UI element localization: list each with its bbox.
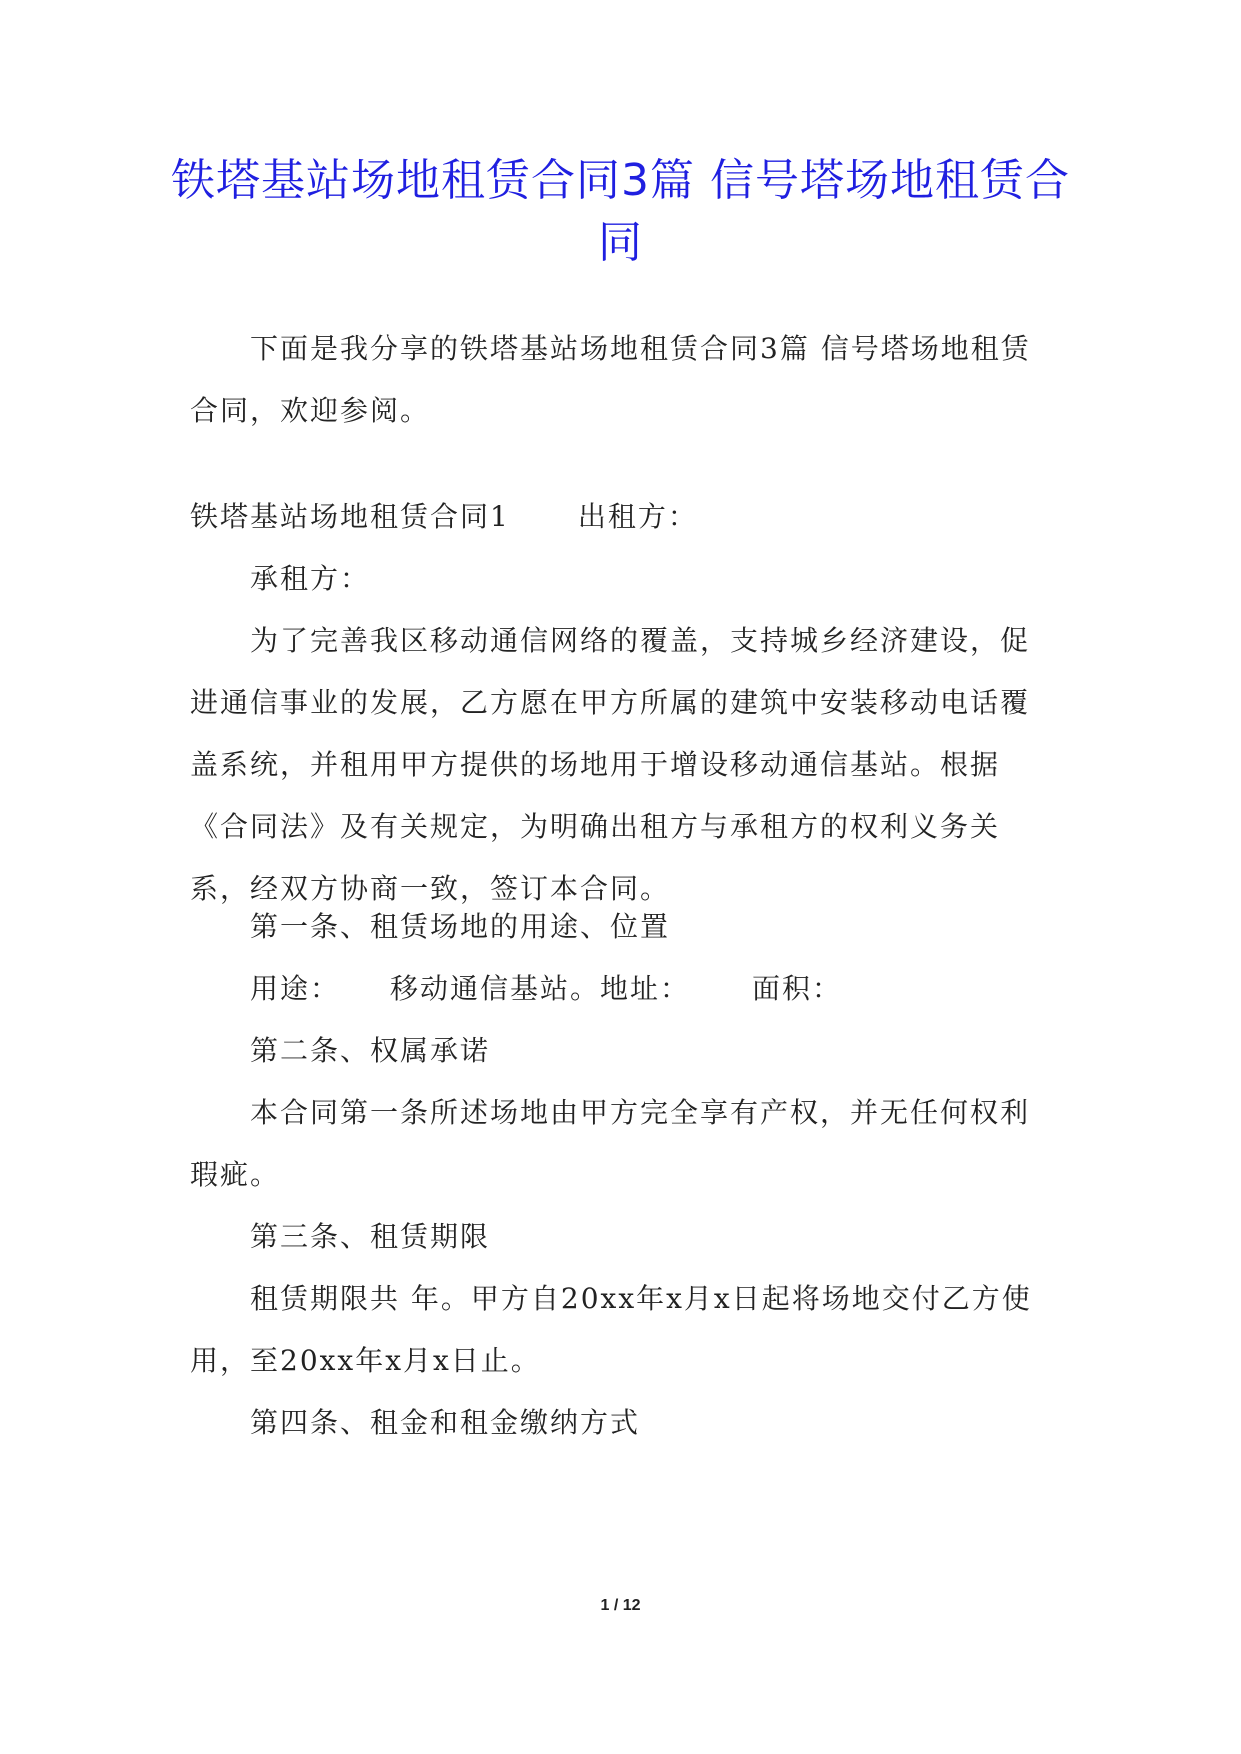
intro-paragraph: 下面是我分享的铁塔基站场地租赁合同3篇 信号塔场地租赁合同，欢迎参阅。 — [190, 332, 1031, 427]
preamble-paragraph: 为了完善我区移动通信网络的覆盖，支持城乡经济建设，促进通信事业的发展，乙方愿在甲方所属的建筑中安装移动电话覆盖系统，并租用甲方提供的场地用于增设移动通信基站。根据《合同法》及有关规定，为明确出租方与承租方的权利义务关系，经双方协商一致，签订本合同。 — [190, 624, 1031, 905]
lessee-label: 承租方： — [250, 562, 371, 595]
page-number: 1 / 12 — [600, 1597, 641, 1614]
document-title: 铁塔基站场地租赁合同3篇 信号塔场地租赁合同 — [171, 155, 1070, 268]
article-3-title: 第三条、租赁期限 — [250, 1220, 491, 1253]
use-label: 用途： — [250, 972, 341, 1005]
article-2-text: 本合同第一条所述场地由甲方完全享有产权，并无任何权利瑕疵。 — [190, 1096, 1031, 1191]
article-1-title: 第一条、租赁场地的用途、位置 — [250, 910, 671, 943]
article-2-title: 第二条、权属承诺 — [250, 1034, 491, 1067]
section-heading: 铁塔基站场地租赁合同1 — [190, 500, 510, 533]
area-label: 面积： — [752, 972, 843, 1005]
article-1-details — [190, 958, 1050, 1020]
section-heading-line — [190, 486, 1050, 548]
article-3-text: 租赁期限共 年。甲方自20xx年x月x日起将场地交付乙方使用，至20xx年x月x日止。 — [190, 1282, 1032, 1377]
use-value: 移动通信基站。地址： — [390, 972, 691, 1005]
lessor-label: 出租方： — [577, 500, 698, 533]
article-4-title: 第四条、租金和租金缴纳方式 — [250, 1406, 641, 1439]
